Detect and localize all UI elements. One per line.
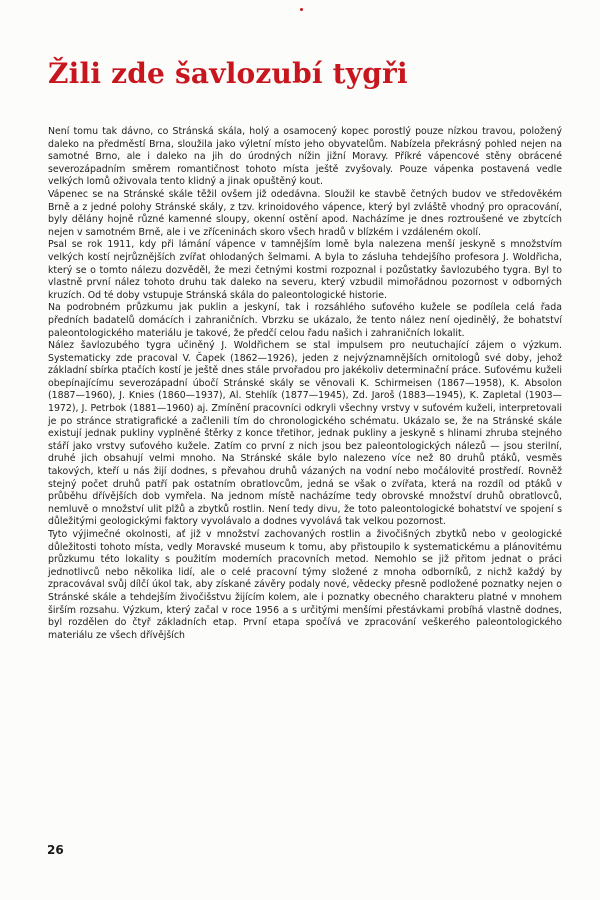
- page-title: Žili zde šavlozubí tygři: [48, 57, 408, 90]
- paragraph: Psal se rok 1911, kdy při lámání vápence v tamnějším lomě byla nalezena menší jeskyně s množstvím velkých kostí nejrůznějších zvířat ohlodaných šelmami. A byla to zásluha tehdejšího profesora J. Woldřicha, který se o tomto nálezu dozvěděl, že mezi četnými kostmi rozpoznal i pozůstatky šavlozubého tygra. Byl to vlastně první nález tohoto druhu tak daleko na severu, který vzbudil mimořádnou pozornost v odborných kruzích. Od té doby vstupuje Stránská skála do paleontologické historie.: [48, 239, 562, 301]
- paragraph: Tyto výjimečné okolnosti, ať již v množství zachovaných rostlin a živočišných zbytků nebo v geologické důležitosti tohoto místa, vedly Moravské museum k tomu, aby přistoupilo k systematickému a plánovitému průzkumu této lokality s použitím moderních pracovních metod. Nemohlo se již přitom jednat o práci jednotlivců nebo několika lidí, ale o celé pracovní týmy složené z mnoha odborníků, z nichž každý by zpracovával svůj dílčí úkol tak, aby získané závěry podaly nové, vědecky přesně podložené poznatky nejen o Stránské skále a tehdejším živočišstvu žijícím kolem, ale i poznatky obecného charakteru platné v mnohem širším rozsahu. Výzkum, který začal v roce 1956 a s určitými menšími přestávkami probíhá vlastně dodnes, byl rozdělen do čtyř základních etap. První etapa spočívá ve zpracování veškerého paleontologického materiálu ze všech dřívějších: [48, 529, 562, 641]
- paragraph: Nález šavlozubého tygra učiněný J. Woldřichem se stal impulsem pro neutuchající zájem o výzkum. Systematicky zde pracoval V. Čapek (1862—1926), jeden z nejvýznamnějších ornitologů své doby, jehož základní sbírka ptačích kostí je ještě dnes stále prvořadou pro jakékoliv determinační práce. Suťovému kuželi obepínajícímu severozápadní úbočí Stránské skály se věnovali K. Schirmeisen (1867—1958), K. Absolon (1887—1960), J. Knies (1860—1937), Al. Stehlík (1877—1945), Zd. Jaroš (1883—1945), K. Zapletal (1903—1972), J. Petrbok (1881—1960) aj. Zmínění pracovníci odkryli všechny vrstvy v suťovém kuželi, interpretovali je po stránce stratigrafické a začlenili tím do chronologického schématu. Ukázalo se, že na Stránské skále existují jednak pukliny vyplněné štěrky z konce třetihor, jednak pukliny a jeskyně s hlinami zhruba stejného stáří jako vrstvy suťového kužele. Zatím co první z nich jsou bez paleontologických nálezů — jsou sterilní, druhé jich obsahují velmi mnoho. Na Stránské skále bylo nalezeno více než 80 druhů ptáků, vesměs takových, kteří u nás žijí dodnes, s převahou druhů vázaných na vodní nebo močálovité prostředí. Rovněž stejný počet druhů patří pak ostatním obratlovcům, jedná se však o zvířata, která na rozdíl od ptáků v průběhu dřívějších dob vymřela. Na jednom místě nacházíme tedy obrovské množství druhů obratlovců, nemluvě o množství ulit plžů a zbytků rostlin. Není tedy divu, že toto paleontologické bohatství ve spojení s důležitými geologickými faktory vyvolávalo a dodnes vyvolává tak velkou pozornost.: [48, 340, 562, 528]
- printer-mark: [300, 8, 303, 11]
- paragraph: Není tomu tak dávno, co Stránská skála, holý a osamocený kopec porostlý pouze nízkou travou, položený daleko na předměstí Brna, sloužila jako výletní místo jeho obyvatelům. Nabízela překrásný pohled nejen na samotné Brno, ale i daleko na jih do úrodných nížin jižní Moravy. Příkré vápencové stěny obrácené severozápadním směrem romantičnost tohoto místa ještě zvyšovaly. Pouze vápenka postavená vedle velkých lomů oživovala tento klidný a jinak opuštěný kout.: [48, 126, 562, 188]
- page-number: 26: [47, 843, 64, 857]
- paragraph: Na podrobném průzkumu jak puklin a jeskyní, tak i rozsáhlého suťového kužele se podílela celá řada předních badatelů domácích i zahraničních. Vbrzku se ukázalo, že tento nález není ojedinělý, že bohatství paleontologického materiálu je takové, že předčí celou řadu našich i zahraničních lokalit.: [48, 302, 562, 339]
- paragraph: Vápenec se na Stránské skále těžil ovšem již odedávna. Sloužil ke stavbě četných budov ve středověkém Brně a z jedné polohy Stránské skály, z tzv. krinoidového vápence, který byl zvláště vhodný pro opracování, byly dělány hojně různé kamenné sloupy, okenní ostění apod. Nacházíme je dnes roztroušené ve zbytcích nejen v samotném Brně, ale i ve zříceninách skoro všech hradů v blízkém i vzdáleném okolí.: [48, 188, 562, 238]
- article-body: [48, 126, 562, 642]
